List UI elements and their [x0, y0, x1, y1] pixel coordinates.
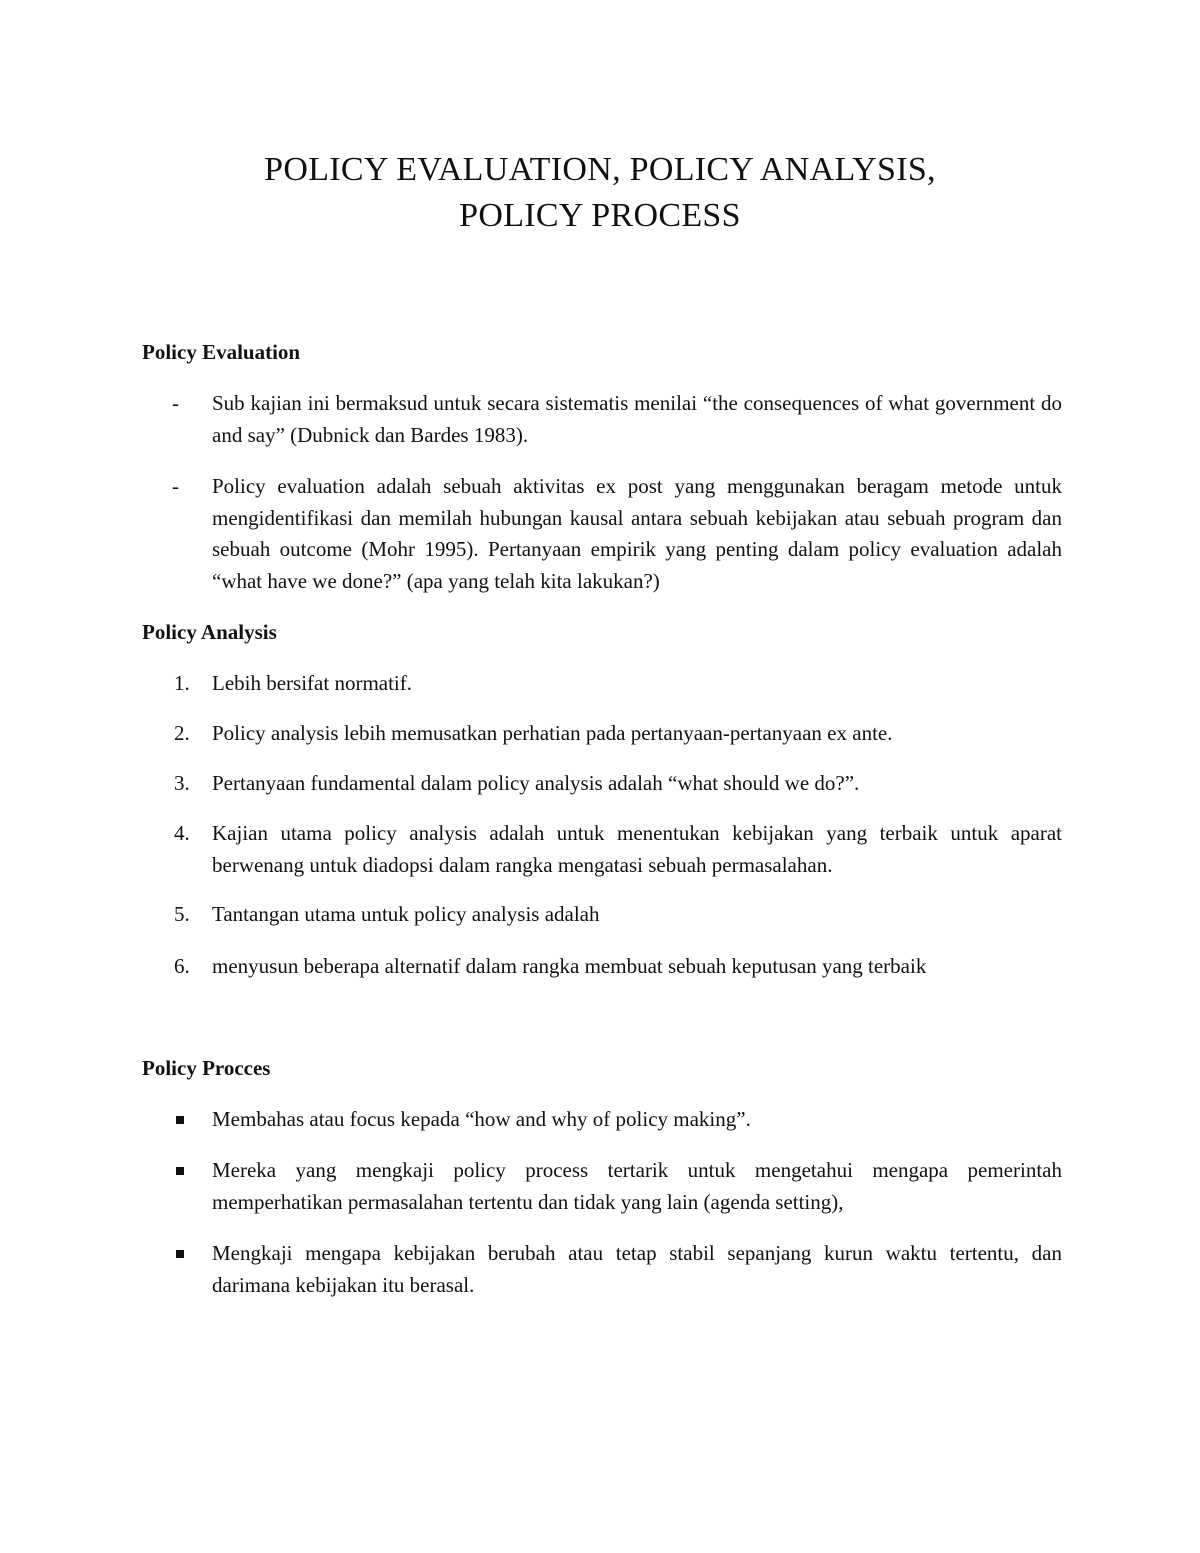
- dash-marker: -: [172, 474, 179, 498]
- dash-marker: -: [172, 391, 179, 415]
- numbered-item-text: Lebih bersifat normatif.: [212, 671, 413, 695]
- numbered-item: [142, 768, 1062, 800]
- square-bullet-icon: [176, 1116, 184, 1124]
- numbered-item: [142, 718, 1062, 750]
- item-number: 3.: [174, 771, 190, 795]
- bullet-item-text: Mereka yang mengkaji policy process tertarik untuk mengetahui mengapa pemerintah memperhatikan permasalahan tertentu dan tidak yang lain (agenda setting),: [212, 1158, 1062, 1214]
- list-item-text: Policy evaluation adalah sebuah aktivitas ex post yang menggunakan beragam metode untuk mengidentifikasi dan memilah hubungan kausal antara sebuah kebijakan atau sebuah program dan sebuah outcome (Mohr 1995). Pertanyaan empirik yang penting dalam policy evaluation adalah “what have we done?” (apa yang telah kita lakukan?): [212, 474, 1062, 593]
- document-title-line-2: POLICY PROCESS: [459, 197, 741, 234]
- list-item: [142, 471, 1062, 597]
- heading-policy-evaluation: Policy Evaluation: [142, 340, 301, 364]
- item-number: 2.: [174, 721, 190, 745]
- list-item-text: Sub kajian ini bermaksud untuk secara sistematis menilai “the consequences of what government do and say” (Dubnick dan Bardes 1983).: [212, 391, 1062, 447]
- numbered-item-text: menyusun beberapa alternatif dalam rangka membuat sebuah keputusan yang terbaik: [212, 954, 927, 978]
- item-number: 5.: [174, 902, 190, 926]
- bullet-item: [142, 1238, 1062, 1301]
- bullet-item-text: Mengkaji mengapa kebijakan berubah atau tetap stabil sepanjang kurun waktu tertentu, dan darimana kebijakan itu berasal.: [212, 1241, 1062, 1297]
- numbered-item-text: Kajian utama policy analysis adalah untuk menentukan kebijakan yang terbaik untuk aparat berwenang untuk diadopsi dalam rangka mengatasi sebuah permasalahan.: [212, 821, 1062, 877]
- item-number: 4.: [174, 821, 190, 845]
- list-item: [142, 388, 1062, 451]
- bullet-item: [142, 1155, 1062, 1218]
- numbered-item: [142, 899, 1062, 931]
- square-bullet-icon: [176, 1250, 184, 1258]
- square-bullet-icon: [176, 1167, 184, 1175]
- numbered-item-text: Tantangan utama untuk policy analysis adalah: [212, 902, 600, 926]
- item-number: 6.: [174, 954, 190, 978]
- bullet-item-text: Membahas atau focus kepada “how and why of policy making”.: [212, 1107, 751, 1131]
- item-number: 1.: [174, 671, 190, 695]
- heading-policy-process: Policy Procces: [142, 1056, 271, 1080]
- numbered-item: [142, 668, 1062, 700]
- document-title-line-1: POLICY EVALUATION, POLICY ANALYSIS,: [264, 151, 936, 188]
- bullet-item: [142, 1104, 1062, 1136]
- numbered-item: [142, 818, 1062, 881]
- numbered-item-text: Pertanyaan fundamental dalam policy analysis adalah “what should we do?”.: [212, 771, 860, 795]
- heading-policy-analysis: Policy Analysis: [142, 620, 277, 644]
- numbered-item: [142, 951, 1062, 983]
- numbered-item-text: Policy analysis lebih memusatkan perhatian pada pertanyaan-pertanyaan ex ante.: [212, 721, 893, 745]
